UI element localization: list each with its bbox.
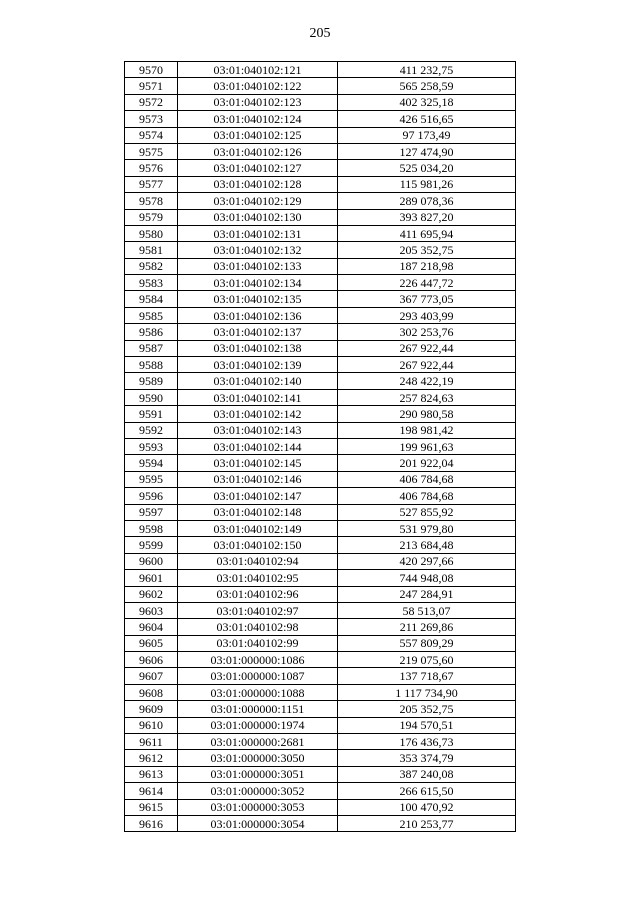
cadastral-value-cell: 411 695,94: [338, 225, 516, 241]
table-row: [125, 684, 516, 700]
table-row: [125, 471, 516, 487]
cadastral-number-cell: 03:01:040102:136: [178, 307, 338, 323]
table-row: [125, 619, 516, 635]
cadastral-value-cell: 97 173,49: [338, 127, 516, 143]
table-row: [125, 799, 516, 815]
cadastral-number-cell: 03:01:040102:95: [178, 570, 338, 586]
cadastral-number-cell: 03:01:040102:147: [178, 488, 338, 504]
cadastral-value-cell: 402 325,18: [338, 94, 516, 110]
cadastral-value-cell: 205 352,75: [338, 701, 516, 717]
cadastral-number-cell: 03:01:040102:143: [178, 422, 338, 438]
table-row: [125, 324, 516, 340]
cadastral-value-cell: 267 922,44: [338, 357, 516, 373]
table-row: [125, 291, 516, 307]
table-row: [125, 553, 516, 569]
cadastral-value-cell: 211 269,86: [338, 619, 516, 635]
cadastral-number-cell: 03:01:040102:94: [178, 553, 338, 569]
cadastral-number-cell: 03:01:040102:97: [178, 602, 338, 618]
cadastral-number-cell: 03:01:000000:3051: [178, 766, 338, 782]
table-row: [125, 766, 516, 782]
table-row: [125, 734, 516, 750]
cadastral-value-cell: 527 855,92: [338, 504, 516, 520]
table-row: [125, 275, 516, 291]
row-number-cell: 9581: [125, 242, 178, 258]
row-number-cell: 9606: [125, 652, 178, 668]
cadastral-value-cell: 199 961,63: [338, 438, 516, 454]
table-row: [125, 176, 516, 192]
row-number-cell: 9600: [125, 553, 178, 569]
table-row: [125, 389, 516, 405]
table-row: [125, 357, 516, 373]
cadastral-number-cell: 03:01:040102:140: [178, 373, 338, 389]
row-number-cell: 9575: [125, 143, 178, 159]
row-number-cell: 9610: [125, 717, 178, 733]
cadastral-number-cell: 03:01:040102:96: [178, 586, 338, 602]
cadastral-number-cell: 03:01:040102:142: [178, 406, 338, 422]
row-number-cell: 9571: [125, 78, 178, 94]
cadastral-number-cell: 03:01:040102:138: [178, 340, 338, 356]
cadastral-number-cell: 03:01:040102:126: [178, 143, 338, 159]
cadastral-number-cell: 03:01:000000:3053: [178, 799, 338, 815]
cadastral-number-cell: 03:01:040102:125: [178, 127, 338, 143]
row-number-cell: 9594: [125, 455, 178, 471]
cadastral-number-cell: 03:01:040102:124: [178, 111, 338, 127]
row-number-cell: 9607: [125, 668, 178, 684]
cadastral-number-cell: 03:01:040102:130: [178, 209, 338, 225]
cadastral-number-cell: 03:01:040102:121: [178, 62, 338, 78]
row-number-cell: 9586: [125, 324, 178, 340]
table-row: [125, 160, 516, 176]
row-number-cell: 9601: [125, 570, 178, 586]
table-row: [125, 258, 516, 274]
table-body: [125, 62, 516, 832]
cadastral-value-cell: 127 474,90: [338, 143, 516, 159]
row-number-cell: 9593: [125, 438, 178, 454]
table-row: [125, 111, 516, 127]
row-number-cell: 9615: [125, 799, 178, 815]
row-number-cell: 9608: [125, 684, 178, 700]
table-row: [125, 635, 516, 651]
table-row: [125, 242, 516, 258]
cadastral-value-cell: 266 615,50: [338, 783, 516, 799]
row-number-cell: 9587: [125, 340, 178, 356]
cadastral-number-cell: 03:01:040102:122: [178, 78, 338, 94]
cadastral-value-cell: 557 809,29: [338, 635, 516, 651]
cadastral-number-cell: 03:01:040102:135: [178, 291, 338, 307]
row-number-cell: 9576: [125, 160, 178, 176]
cadastral-value-cell: 1 117 734,90: [338, 684, 516, 700]
cadastral-value-cell: 187 218,98: [338, 258, 516, 274]
cadastral-number-cell: 03:01:040102:144: [178, 438, 338, 454]
row-number-cell: 9603: [125, 602, 178, 618]
table-row: [125, 504, 516, 520]
cadastral-number-cell: 03:01:040102:145: [178, 455, 338, 471]
cadastral-number-cell: 03:01:040102:148: [178, 504, 338, 520]
cadastral-number-cell: 03:01:040102:146: [178, 471, 338, 487]
table-row: [125, 520, 516, 536]
cadastral-number-cell: 03:01:040102:123: [178, 94, 338, 110]
table-row: [125, 78, 516, 94]
cadastral-value-cell: 290 980,58: [338, 406, 516, 422]
cadastral-value-cell: 393 827,20: [338, 209, 516, 225]
cadastral-value-cell: 565 258,59: [338, 78, 516, 94]
row-number-cell: 9596: [125, 488, 178, 504]
row-number-cell: 9598: [125, 520, 178, 536]
row-number-cell: 9595: [125, 471, 178, 487]
cadastral-number-cell: 03:01:000000:3054: [178, 815, 338, 831]
table-row: [125, 488, 516, 504]
row-number-cell: 9605: [125, 635, 178, 651]
cadastral-number-cell: 03:01:040102:137: [178, 324, 338, 340]
cadastral-value-cell: 219 075,60: [338, 652, 516, 668]
cadastral-value-cell: 194 570,51: [338, 717, 516, 733]
cadastral-value-cell: 525 034,20: [338, 160, 516, 176]
cadastral-value-cell: 201 922,04: [338, 455, 516, 471]
table-row: [125, 225, 516, 241]
table-row: [125, 602, 516, 618]
table-row: [125, 422, 516, 438]
table-row: [125, 668, 516, 684]
cadastral-number-cell: 03:01:040102:128: [178, 176, 338, 192]
cadastral-value-cell: 744 948,08: [338, 570, 516, 586]
cadastral-number-cell: 03:01:040102:127: [178, 160, 338, 176]
row-number-cell: 9580: [125, 225, 178, 241]
cadastral-value-cell: 176 436,73: [338, 734, 516, 750]
table-row: [125, 406, 516, 422]
table-row: [125, 193, 516, 209]
table-row: [125, 455, 516, 471]
row-number-cell: 9588: [125, 357, 178, 373]
cadastral-value-cell: 210 253,77: [338, 815, 516, 831]
table-row: [125, 586, 516, 602]
row-number-cell: 9589: [125, 373, 178, 389]
row-number-cell: 9591: [125, 406, 178, 422]
row-number-cell: 9611: [125, 734, 178, 750]
row-number-cell: 9584: [125, 291, 178, 307]
row-number-cell: 9579: [125, 209, 178, 225]
row-number-cell: 9604: [125, 619, 178, 635]
table-row: [125, 62, 516, 78]
row-number-cell: 9570: [125, 62, 178, 78]
cadastral-number-cell: 03:01:000000:2681: [178, 734, 338, 750]
table-row: [125, 783, 516, 799]
cadastral-number-cell: 03:01:040102:98: [178, 619, 338, 635]
cadastral-number-cell: 03:01:040102:99: [178, 635, 338, 651]
table-row: [125, 438, 516, 454]
row-number-cell: 9614: [125, 783, 178, 799]
cadastral-value-cell: 411 232,75: [338, 62, 516, 78]
row-number-cell: 9602: [125, 586, 178, 602]
row-number-cell: 9578: [125, 193, 178, 209]
table-row: [125, 750, 516, 766]
cadastral-value-cell: 420 297,66: [338, 553, 516, 569]
page-number: 205: [309, 26, 331, 41]
cadastral-value-cell: 353 374,79: [338, 750, 516, 766]
cadastral-value-cell: 387 240,08: [338, 766, 516, 782]
cadastral-number-cell: 03:01:000000:1151: [178, 701, 338, 717]
row-number-cell: 9585: [125, 307, 178, 323]
row-number-cell: 9599: [125, 537, 178, 553]
row-number-cell: 9573: [125, 111, 178, 127]
cadastral-value-cell: 293 403,99: [338, 307, 516, 323]
row-number-cell: 9616: [125, 815, 178, 831]
cadastral-value-cell: 213 684,48: [338, 537, 516, 553]
cadastral-number-cell: 03:01:000000:1086: [178, 652, 338, 668]
table-row: [125, 701, 516, 717]
row-number-cell: 9590: [125, 389, 178, 405]
table-row: [125, 143, 516, 159]
cadastral-number-cell: 03:01:040102:150: [178, 537, 338, 553]
cadastral-number-cell: 03:01:040102:132: [178, 242, 338, 258]
cadastral-value-cell: 198 981,42: [338, 422, 516, 438]
cadastral-value-cell: 248 422,19: [338, 373, 516, 389]
cadastral-number-cell: 03:01:040102:133: [178, 258, 338, 274]
row-number-cell: 9583: [125, 275, 178, 291]
table-row: [125, 537, 516, 553]
cadastral-value-cell: 367 773,05: [338, 291, 516, 307]
cadastral-number-cell: 03:01:000000:1974: [178, 717, 338, 733]
cadastral-value-cell: 226 447,72: [338, 275, 516, 291]
cadastral-value-table: [124, 61, 516, 832]
cadastral-number-cell: 03:01:000000:3050: [178, 750, 338, 766]
row-number-cell: 9612: [125, 750, 178, 766]
cadastral-value-cell: 205 352,75: [338, 242, 516, 258]
row-number-cell: 9609: [125, 701, 178, 717]
table-row: [125, 373, 516, 389]
row-number-cell: 9592: [125, 422, 178, 438]
cadastral-value-cell: 58 513,07: [338, 602, 516, 618]
row-number-cell: 9582: [125, 258, 178, 274]
row-number-cell: 9597: [125, 504, 178, 520]
cadastral-number-cell: 03:01:000000:1087: [178, 668, 338, 684]
cadastral-value-cell: 100 470,92: [338, 799, 516, 815]
cadastral-value-cell: 426 516,65: [338, 111, 516, 127]
cadastral-number-cell: 03:01:040102:149: [178, 520, 338, 536]
table-row: [125, 94, 516, 110]
cadastral-value-cell: 115 981,26: [338, 176, 516, 192]
cadastral-value-cell: 257 824,63: [338, 389, 516, 405]
table-row: [125, 307, 516, 323]
cadastral-value-cell: 267 922,44: [338, 340, 516, 356]
table-row: [125, 570, 516, 586]
table-row: [125, 717, 516, 733]
cadastral-number-cell: 03:01:000000:1088: [178, 684, 338, 700]
cadastral-number-cell: 03:01:040102:139: [178, 357, 338, 373]
cadastral-value-cell: 302 253,76: [338, 324, 516, 340]
table-row: [125, 340, 516, 356]
cadastral-number-cell: 03:01:040102:131: [178, 225, 338, 241]
cadastral-number-cell: 03:01:040102:134: [178, 275, 338, 291]
row-number-cell: 9577: [125, 176, 178, 192]
cadastral-number-cell: 03:01:000000:3052: [178, 783, 338, 799]
row-number-cell: 9574: [125, 127, 178, 143]
row-number-cell: 9572: [125, 94, 178, 110]
cadastral-value-cell: 289 078,36: [338, 193, 516, 209]
row-number-cell: 9613: [125, 766, 178, 782]
cadastral-number-cell: 03:01:040102:129: [178, 193, 338, 209]
cadastral-value-cell: 137 718,67: [338, 668, 516, 684]
cadastral-value-cell: 531 979,80: [338, 520, 516, 536]
table-row: [125, 209, 516, 225]
cadastral-value-cell: 406 784,68: [338, 488, 516, 504]
table-row: [125, 815, 516, 831]
cadastral-value-cell: 247 284,91: [338, 586, 516, 602]
table-row: [125, 652, 516, 668]
cadastral-number-cell: 03:01:040102:141: [178, 389, 338, 405]
cadastral-value-cell: 406 784,68: [338, 471, 516, 487]
table-row: [125, 127, 516, 143]
